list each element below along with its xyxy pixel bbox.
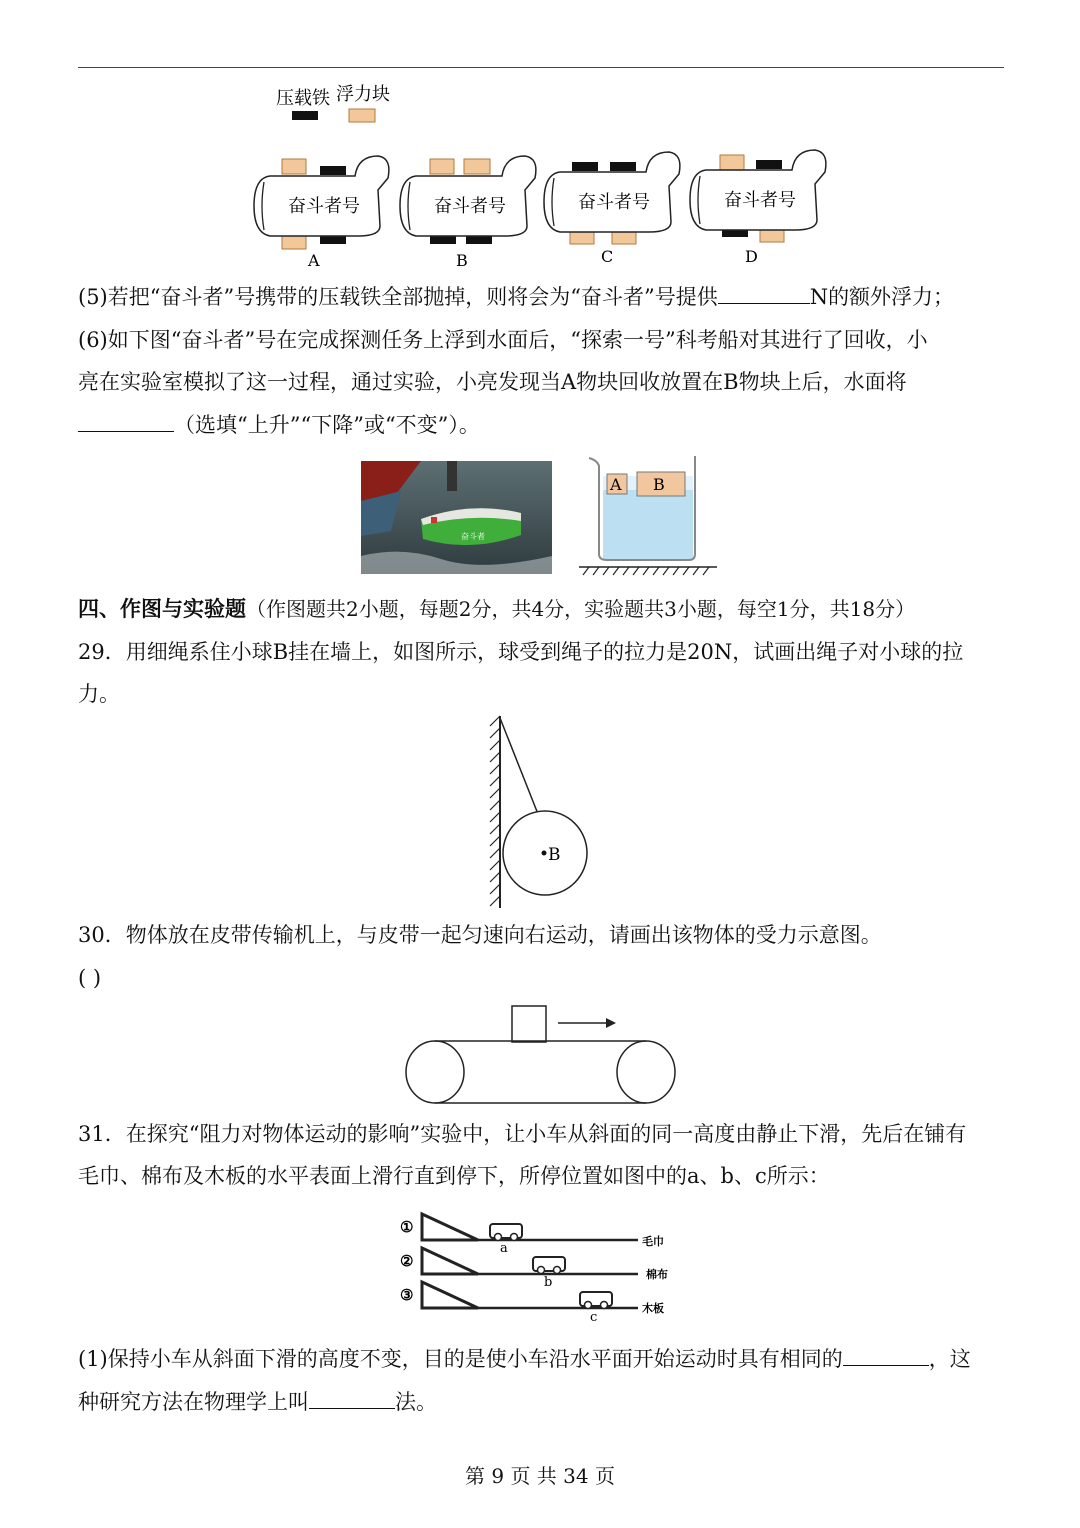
hull-label-d: 奋斗者号 (724, 190, 796, 211)
wall-ball-figure (484, 712, 594, 912)
right-roller (617, 1041, 675, 1103)
section4-heading (78, 595, 915, 623)
top-rule (78, 67, 1004, 68)
surface-wood-label: 木板 (642, 1302, 664, 1315)
row-cotton (400, 1248, 668, 1290)
hull-label-b: 奋斗者号 (434, 196, 506, 217)
legend-ballast-swatch (292, 111, 318, 120)
q31-blank-2[interactable] (309, 1388, 395, 1409)
block-b-label: B (653, 475, 665, 494)
surface-towel-label: 毛巾 (642, 1235, 664, 1248)
q31-line1: 31．在探究“阻力对物体运动的影响”实验中，让小车从斜面的同一高度由静止下滑，先后在铺有 (78, 1122, 967, 1146)
ball-label: B (548, 845, 561, 865)
left-roller (406, 1041, 464, 1103)
svg-text:②: ② (400, 1252, 414, 1270)
conveyor-figure (400, 1000, 680, 1110)
submarine-d (690, 150, 826, 266)
water (603, 486, 693, 560)
q31-sub1-text: (1)保持小车从斜面下滑的高度不变，目的是使小车沿水平面开始运动时具有相同的 (78, 1347, 843, 1371)
legend-buoy-swatch (349, 109, 375, 122)
q6-line3 (78, 411, 480, 439)
q6-line2: 亮在实验室模拟了这一过程，通过实验，小亮发现当A物块回收放置在B物块上后，水面将 (78, 370, 907, 394)
option-label-b: B (456, 251, 468, 270)
q31-sub1-line2-after: 法。 (395, 1390, 437, 1414)
q30-answer-bracket[interactable]: ( ) (78, 966, 102, 990)
svg-text:①: ① (400, 1218, 414, 1236)
stop-b-label: b (544, 1275, 553, 1290)
incline-experiment-figure (398, 1208, 678, 1326)
submarine-c (544, 152, 680, 266)
q6-blank[interactable] (78, 411, 174, 432)
section4-title: 四、作图与实验题 (78, 597, 246, 621)
q5-text-after: N的额外浮力； (809, 285, 955, 309)
q31-sub1-line2 (78, 1388, 437, 1416)
submarine-b (400, 156, 536, 270)
row-towel (400, 1214, 664, 1256)
submarine-options-figure (240, 78, 840, 273)
stop-a-label: a (500, 1241, 508, 1256)
option-label-d: D (745, 247, 758, 266)
photo-label: 奋斗者 (461, 532, 485, 541)
q5-blank[interactable] (718, 283, 810, 304)
page-footer: 第 9 页 共 34 页 (465, 1464, 615, 1488)
block-a-label: A (610, 475, 622, 494)
object-block (512, 1006, 546, 1042)
surface-cotton-label: 棉布 (646, 1268, 668, 1281)
hull-label-a: 奋斗者号 (288, 196, 360, 217)
row-wood (400, 1282, 664, 1325)
q29-line2: 力。 (78, 682, 120, 706)
rope (500, 718, 538, 814)
legend-buoy-label: 浮力块 (336, 84, 390, 105)
stop-c-label: c (590, 1310, 598, 1325)
beaker-figure (575, 452, 720, 577)
hull-label-c: 奋斗者号 (578, 192, 650, 213)
arrow-right-icon (606, 1018, 616, 1028)
submarine-a (254, 156, 389, 270)
recovery-photo (361, 461, 552, 574)
q31-sub1-line1 (78, 1345, 971, 1373)
q30-line1: 30．物体放在皮带传输机上，与皮带一起匀速向右运动，请画出该物体的受力示意图。 (78, 923, 882, 947)
q6-text-after: （选填“上升”“下降”或“不变”）。 (174, 413, 480, 437)
q6-line1: (6)如下图“奋斗者”号在完成探测任务上浮到水面后，“探索一号”科考船对其进行了回收，小 (78, 328, 928, 352)
option-label-c: C (601, 247, 614, 266)
q31-blank-1[interactable] (843, 1345, 929, 1366)
q5-line (78, 283, 954, 311)
q5-text: (5)若把“奋斗者”号携带的压载铁全部抛掉，则将会为“奋斗者”号提供 (78, 285, 718, 309)
legend-ballast-label: 压载铁 (276, 88, 330, 109)
section4-note: （作图题共2小题，每题2分，共4分，实验题共3小题，每空1分，共18分） (246, 597, 916, 621)
q31-line2: 毛巾、棉布及木板的水平表面上滑行直到停下，所停位置如图中的a、b、c所示： (78, 1164, 830, 1188)
q31-sub1-line2-text: 种研究方法在物理学上叫 (78, 1390, 309, 1414)
option-label-a: A (308, 251, 320, 270)
q31-sub1-text-after: ，这 (928, 1347, 971, 1371)
q29-line1: 29．用细绳系住小球B挂在墙上，如图所示，球受到绳子的拉力是20N，试画出绳子对小球的拉 (78, 640, 964, 664)
svg-text:③: ③ (400, 1286, 414, 1304)
